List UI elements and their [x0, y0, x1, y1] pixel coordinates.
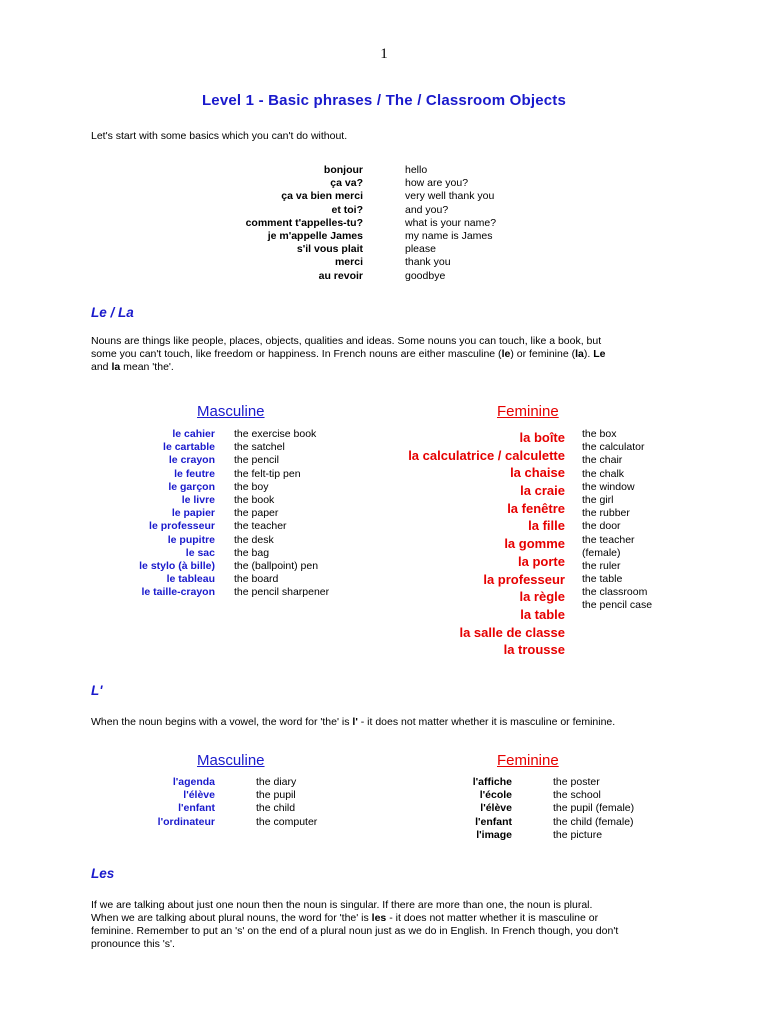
- feminine-noun-english: the window: [582, 480, 635, 493]
- phrase-french: je m'appelle James: [267, 229, 363, 242]
- feminine-noun-english: the door: [582, 520, 621, 533]
- masculine-noun-french: le garçon: [168, 480, 215, 493]
- feminine-noun-english: the ruler: [582, 559, 621, 572]
- section-heading-l: L': [91, 683, 103, 698]
- masculine-noun-french: le pupitre: [167, 533, 215, 546]
- l-feminine-noun-french: l'enfant: [475, 815, 512, 828]
- phrases-english-column: [405, 164, 605, 283]
- masculine-noun-english: the pencil: [234, 454, 279, 467]
- l-paragraph: When the noun begins with a vowel, the word for 'the' is l' - it does not matter whether it is masculine or feminine.: [91, 716, 616, 728]
- feminine-noun-english: the calculator: [582, 441, 645, 454]
- feminine-noun-english: the classroom: [582, 586, 648, 599]
- phrase-french: merci: [334, 256, 363, 269]
- l-feminine-noun-french: l'élève: [480, 802, 512, 815]
- masculine-noun-english: the satchel: [234, 441, 285, 454]
- page-number: 1: [380, 46, 388, 62]
- phrase-english: hello: [405, 164, 428, 176]
- feminine-noun-french: la table: [520, 606, 565, 622]
- l-feminine-noun-english: the pupil (female): [553, 802, 635, 815]
- phrase-french: bonjour: [323, 164, 363, 176]
- masculine-noun-french: le tableau: [166, 573, 215, 586]
- masculine-noun-english: the felt-tip pen: [234, 467, 301, 480]
- feminine-noun-french: la calculatrice / calculette: [408, 447, 565, 463]
- feminine-noun-french: la gomme: [504, 536, 565, 552]
- l-masculine-noun-french: l'enfant: [178, 802, 215, 815]
- l-masculine-noun-english: the diary: [256, 776, 297, 788]
- masculine-noun-french: le livre: [181, 493, 215, 506]
- feminine-noun-french: la chaise: [510, 465, 565, 481]
- phrase-french: ça va?: [330, 177, 363, 190]
- l-masculine-noun-french: l'agenda: [172, 776, 215, 788]
- feminine-noun-english: the teacher: [582, 533, 635, 546]
- phrase-english: goodbye: [405, 269, 446, 282]
- feminine-noun-english: the girl: [582, 493, 614, 506]
- feminine-noun-french: la fille: [528, 518, 565, 534]
- feminine-noun-english: the chair: [582, 454, 623, 467]
- masculine-noun-french: le cartable: [163, 441, 215, 454]
- feminine-noun-english: the pencil case: [582, 599, 653, 612]
- feminine-noun-french: la trousse: [503, 642, 565, 658]
- l-feminine-heading: Feminine: [497, 752, 559, 769]
- masculine-noun-english: the pencil sharpener: [234, 586, 330, 599]
- phrase-french: au revoir: [318, 269, 363, 282]
- l-feminine-noun-english: the child (female): [553, 815, 634, 828]
- l-feminine-noun-french: l'école: [479, 789, 512, 802]
- masculine-noun-english: the book: [234, 493, 275, 506]
- masculine-noun-english: the board: [234, 573, 279, 586]
- feminine-noun-french: la professeur: [483, 571, 565, 587]
- masculine-noun-french: le crayon: [168, 454, 215, 467]
- l-masculine-heading: Masculine: [197, 752, 265, 769]
- feminine-noun-french: la porte: [518, 553, 565, 569]
- phrase-english: and you?: [405, 203, 449, 216]
- l-masculine-english-column: [256, 776, 406, 829]
- phrase-english: please: [405, 243, 436, 256]
- phrase-english: very well thank you: [405, 190, 495, 203]
- feminine-english-column: [582, 428, 702, 613]
- l-masculine-noun-english: the child: [256, 802, 296, 815]
- feminine-noun-english: the chalk: [582, 467, 625, 480]
- phrases-french-column: [150, 164, 363, 283]
- feminine-noun-english: (female): [582, 546, 621, 559]
- masculine-noun-english: the bag: [234, 546, 270, 559]
- l-masculine-french-column: [120, 776, 215, 829]
- l-feminine-english-column: [553, 776, 713, 842]
- phrase-english: what is your name?: [405, 216, 497, 229]
- feminine-noun-french: la règle: [519, 589, 565, 605]
- masculine-french-column: [100, 428, 215, 599]
- l-masculine-noun-english: the computer: [256, 815, 318, 828]
- phrase-french: s'il vous plait: [296, 243, 363, 256]
- phrase-english: thank you: [405, 256, 451, 269]
- les-paragraph: If we are talking about just one noun then the noun is singular. If there are more than one, the noun is plural. When we are talking about plural nouns, the word for 'the' is les - it does not matter whether it is masculine or feminine. Remember to put an 's' on the end of a plural noun just as we do in English. In French though, you don't pronounce this 's'.: [91, 899, 619, 950]
- feminine-heading: Feminine: [497, 403, 559, 420]
- masculine-heading: Masculine: [197, 403, 265, 420]
- l-feminine-noun-english: the poster: [553, 776, 600, 788]
- phrase-english: my name is James: [405, 229, 493, 242]
- feminine-noun-french: la salle de classe: [459, 624, 565, 640]
- masculine-noun-english: the paper: [234, 507, 279, 520]
- l-feminine-noun-english: the picture: [553, 828, 603, 841]
- l-feminine-noun-english: the school: [553, 789, 601, 802]
- phrase-french: comment t'appelles-tu?: [245, 216, 363, 229]
- masculine-noun-french: le stylo (à bille): [139, 559, 215, 572]
- masculine-noun-french: le feutre: [174, 467, 215, 480]
- feminine-noun-english: the rubber: [582, 507, 630, 520]
- page-title: Level 1 - Basic phrases / The / Classroom Objects: [201, 92, 567, 109]
- feminine-noun-english: the table: [582, 573, 623, 586]
- feminine-noun-french: la boîte: [519, 430, 565, 445]
- masculine-noun-english: the exercise book: [234, 428, 317, 440]
- phrase-english: how are you?: [405, 177, 469, 190]
- masculine-noun-english: the teacher: [234, 520, 287, 533]
- masculine-noun-french: le papier: [171, 507, 215, 520]
- phrase-french: ça va bien merci: [281, 190, 363, 203]
- l-masculine-noun-french: l'ordinateur: [157, 815, 215, 828]
- phrase-french: et toi?: [331, 203, 363, 216]
- l-feminine-noun-french: l'affiche: [472, 776, 512, 788]
- masculine-noun-french: le professeur: [149, 520, 215, 533]
- le-la-paragraph: Nouns are things like people, places, objects, qualities and ideas. Some nouns you can touch, like a book, but some you can't touch, like freedom or happiness. In French nouns are either masculine (le) or feminine (la). Le and la mean 'the'.: [91, 335, 606, 373]
- l-masculine-noun-french: l'élève: [183, 789, 215, 802]
- section-heading-le-la: Le / La: [91, 305, 134, 320]
- masculine-noun-french: le taille-crayon: [141, 586, 215, 599]
- feminine-noun-english: the box: [582, 428, 617, 440]
- section-heading-les: Les: [91, 866, 115, 881]
- feminine-noun-french: la fenêtre: [507, 500, 565, 516]
- l-feminine-french-column: [420, 776, 512, 842]
- feminine-french-column: [360, 429, 565, 659]
- feminine-noun-french: la craie: [520, 483, 565, 499]
- l-masculine-noun-english: the pupil: [256, 789, 296, 802]
- masculine-noun-french: le cahier: [172, 428, 215, 440]
- masculine-noun-english: the desk: [234, 533, 274, 546]
- intro-text: Let's start with some basics which you can't do without.: [91, 130, 348, 142]
- masculine-noun-english: the (ballpoint) pen: [234, 559, 319, 572]
- masculine-noun-french: le sac: [185, 546, 215, 559]
- l-feminine-noun-french: l'image: [476, 828, 512, 841]
- masculine-noun-english: the boy: [234, 480, 269, 493]
